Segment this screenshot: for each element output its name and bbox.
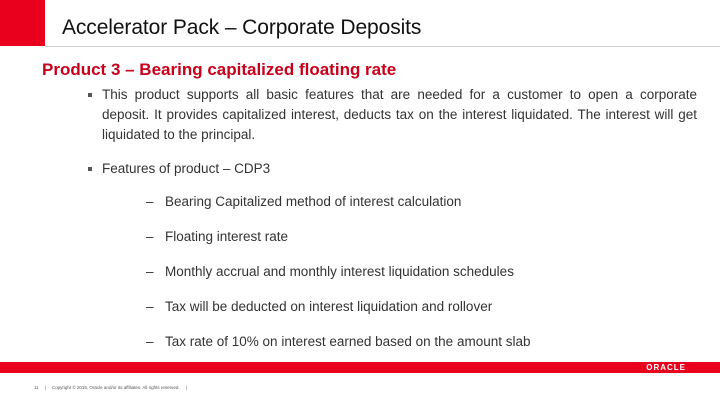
feature-item (146, 299, 492, 314)
bullet-description: This product supports all basic features that are needed for a customer to open a corporate deposit. It provides capitalized interest, deducts tax on the interest liquidated. The interest will get liquidated to the principal. (102, 87, 697, 142)
feature-item-text: Tax will be deducted on interest liquidation and rollover (165, 299, 493, 314)
footer-separator: | (185, 385, 187, 390)
feature-item (146, 194, 461, 209)
feature-item-text: Monthly accrual and monthly interest liquidation schedules (165, 264, 514, 279)
bullet-features-heading: Features of product – CDP3 (102, 161, 271, 176)
feature-item (146, 229, 288, 244)
feature-item (146, 334, 531, 349)
dash-marker: – (146, 194, 154, 209)
dash-marker: – (146, 264, 154, 279)
bullet-marker-icon (88, 167, 92, 171)
feature-item (146, 264, 514, 279)
feature-item-text: Floating interest rate (165, 229, 289, 244)
copyright-text: Copyright © 2015, Oracle and/or its affiliates. All rights reserved. (51, 385, 180, 390)
oracle-logo: ORACLE (646, 363, 686, 372)
feature-item-text: Tax rate of 10% on interest earned based on the amount slab (165, 334, 531, 349)
bullet-marker-icon (88, 93, 92, 97)
dash-marker: – (146, 299, 154, 314)
dash-marker: – (146, 334, 154, 349)
title-divider (45, 46, 720, 47)
slide-subtitle: Product 3 – Bearing capitalized floating rate (42, 60, 397, 79)
footer-bar (0, 362, 720, 373)
page-number: 11 (34, 385, 39, 390)
footer-info (34, 385, 193, 390)
feature-item-text: Bearing Capitalized method of interest calculation (165, 194, 462, 209)
footer-separator: | (44, 385, 46, 390)
red-corner-block (0, 0, 45, 46)
page-title: Accelerator Pack – Corporate Deposits (62, 16, 422, 39)
dash-marker: – (146, 229, 154, 244)
